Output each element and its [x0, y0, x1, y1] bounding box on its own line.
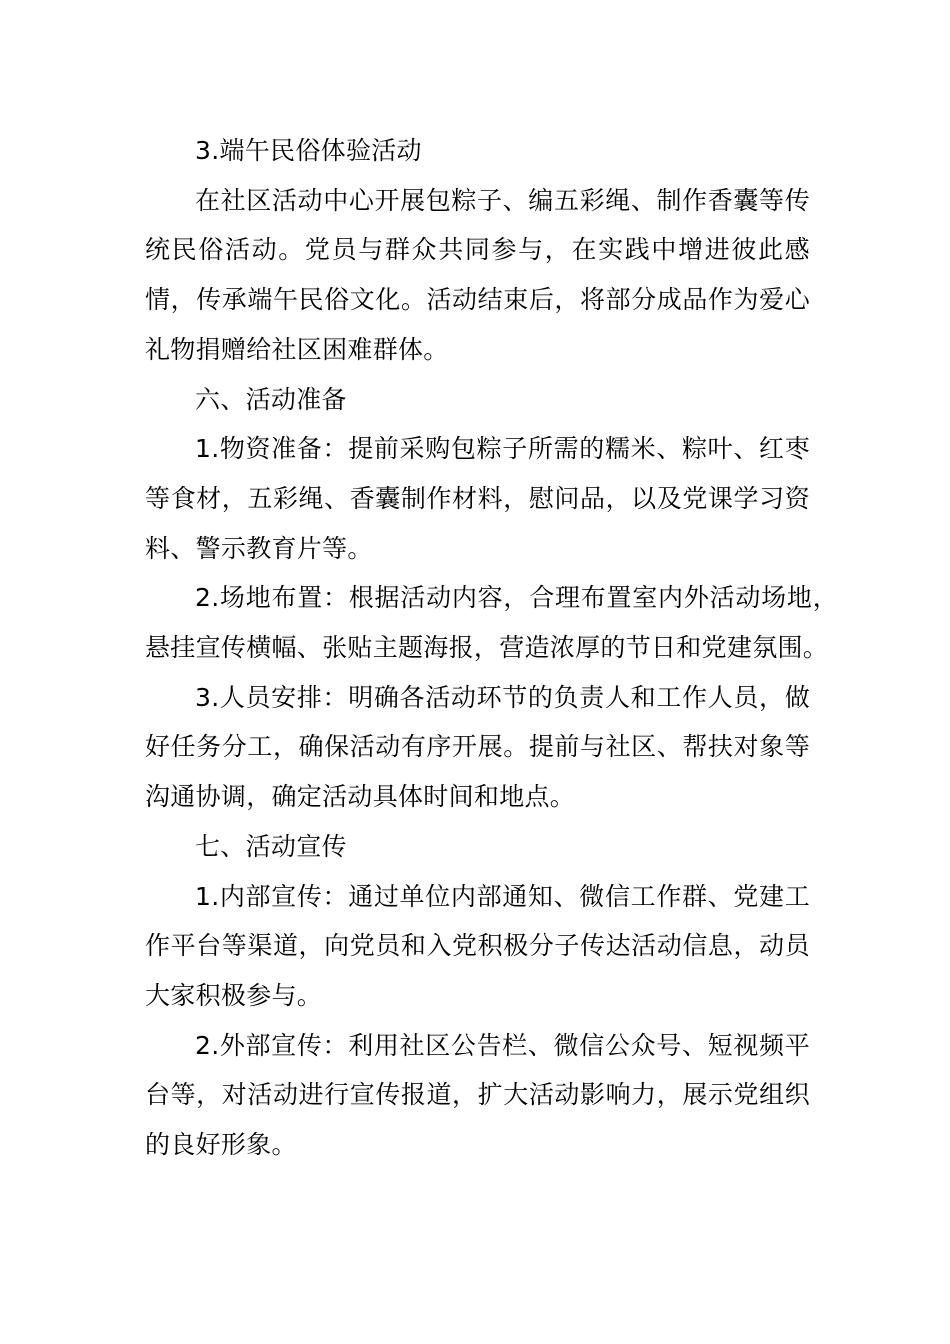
section-heading-activity-preparation: 六、活动准备	[195, 384, 347, 414]
section-heading-activity-publicity: 七、活动宣传	[195, 831, 347, 861]
paragraph-staff-arrangement: 3.人员安排：明确各活动环节的负责人和工作人员，做好任务分工，确保活动有序开展。提前与社区、帮扶对象等沟通协调，确定活动具体时间和地点。	[145, 682, 810, 812]
document-body	[145, 126, 838, 1170]
paragraph-external-publicity: 2.外部宣传：利用社区公告栏、微信公众号、短视频平台等，对活动进行宣传报道，扩大活动影响力，展示党组织的良好形象。	[145, 1030, 810, 1160]
paragraph-venue-setup: 2.场地布置：根据活动内容，合理布置室内外活动场地，悬挂宣传横幅、张贴主题海报，营造浓厚的节日和党建氛围。	[145, 583, 838, 663]
paragraph-internal-publicity: 1.内部宣传：通过单位内部通知、微信工作群、党建工作平台等渠道，向党员和入党积极分子传达活动信息，动员大家积极参与。	[145, 881, 810, 1010]
subsection-heading-dragon-boat-folk-activity: 3.端午民俗体验活动	[195, 136, 422, 165]
paragraph-material-preparation: 1.物资准备：提前采购包粽子所需的糯米、粽叶、红枣等食材，五彩绳、香囊制作材料，慰问品，以及党课学习资料、警示教育片等。	[145, 434, 810, 563]
paragraph-folk-activity-description: 在社区活动中心开展包粽子、编五彩绳、制作香囊等传统民俗活动。党员与群众共同参与，在实践中增进彼此感情，传承端午民俗文化。活动结束后，将部分成品作为爱心礼物捐赠给社区困难群体。	[145, 185, 810, 364]
